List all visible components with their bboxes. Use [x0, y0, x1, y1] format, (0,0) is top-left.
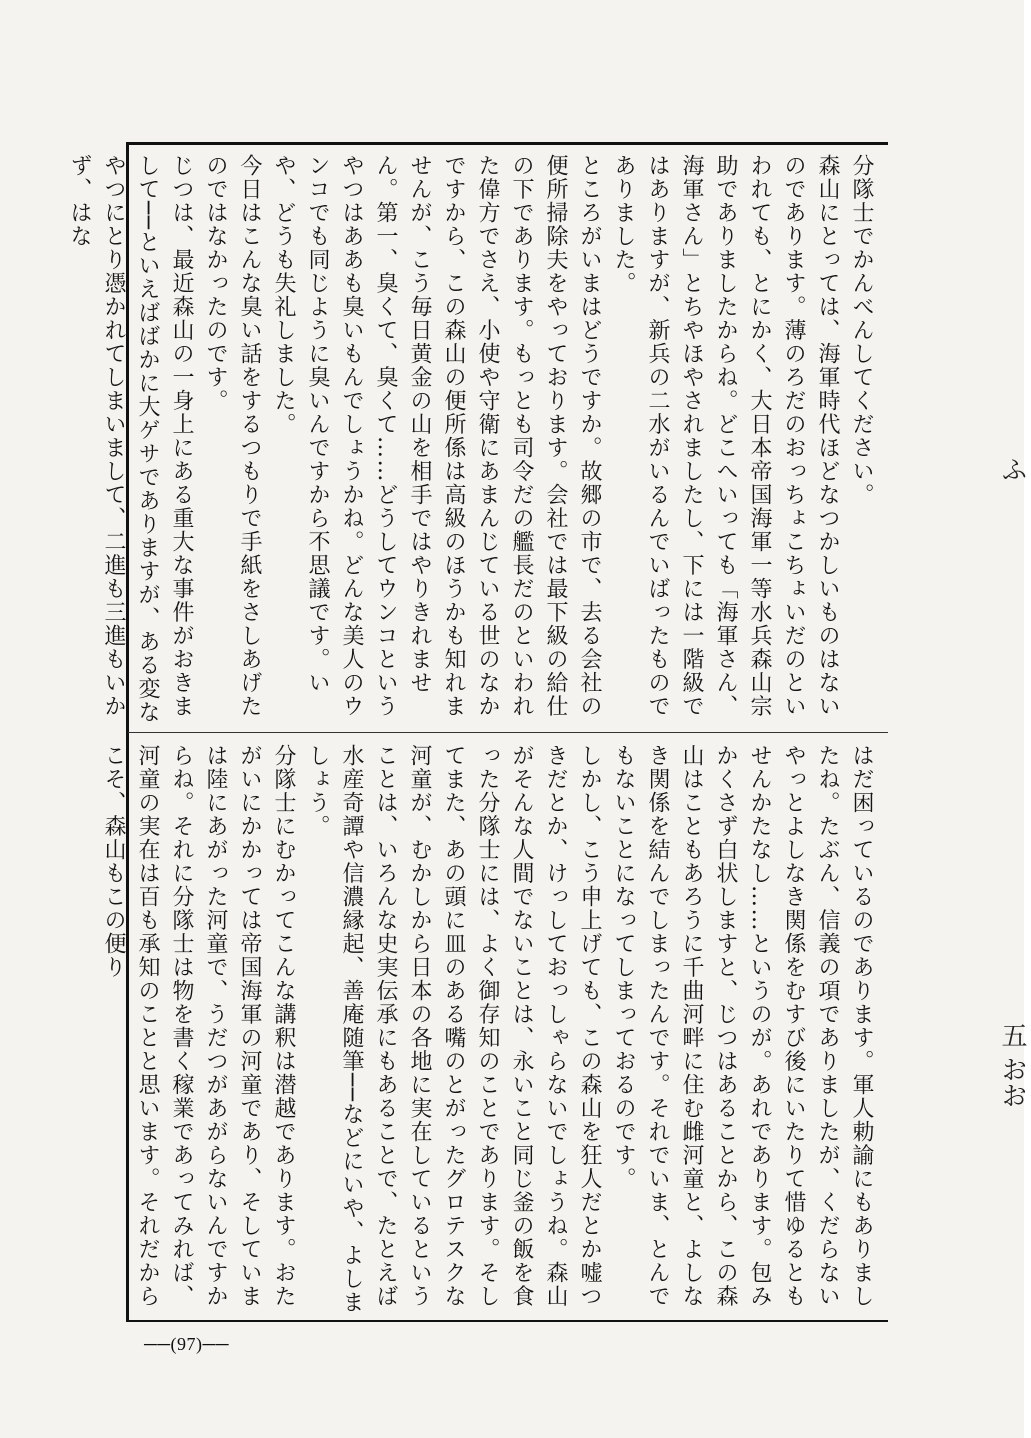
margin-note-upper: ふ: [997, 456, 1027, 482]
middle-divider-rule: [128, 732, 888, 733]
page-number: ──(97)──: [144, 1334, 229, 1354]
margin-note-lower: 五 おお: [997, 1022, 1027, 1109]
bottom-border-rule: [126, 1320, 888, 1322]
upper-text-block: 分隊士でかんべんしてください。 森山にとっては、海軍時代ほどなつかしいものはないのであります。薄のろだのおっちょこちょいだのといわれても、とにかく、大日本帝国海軍一等水兵森山宗助でありましたからね。どこへいっても「海軍さん、海軍さん」とちやほやされましたし、下には一階級ではありますが、新兵の二水がいるんでいばったものでありました。 ところがいまはどうですか。故郷の市で、去る会社の便所掃除夫をやっております。会社では最下級の給仕の下であります。もっとも司令だの艦長だのといわれた偉方でさえ、小使や守衛にあまんじている世のなかですから、この森山の便所係は高級のほうかも知れませんが、こう毎日黄金の山を相手ではやりきれません。第一、臭くて、臭くて……どうしてウンコというやつはああも臭いもんでしょうかね。どんな美人のウンコでも同じように臭いんですから不思議です。いや、どうも失礼しました。 今日はこんな臭い話をするつもりで手紙をさしあげたのではなかったのです。 じつは、最近森山の一身上にある重大な事件がおきまして──といえばばかに大ゲサでありますが、ある変なやつにとり憑かれてしまいまして、二進も三進もいかず、はな: [67, 154, 874, 724]
lower-text-block: はだ困っているのであります。軍人勅諭にもありましたね。たぶん、信義の項でありましたが、くだらないやっとよしなき関係をむすび後にいたりて惜ゆるともせんかたなし……というのが。あれであります。包みかくさず白状しますと、じつはあることから、この森山はこともあろうに千曲河畔に住む雌河童と、よしなき関係を結んでしまったんです。それでいま、とんでもないことになってしまっておるのです。 しかし、こう申上げても、この森山を狂人だとか嘘つきだとか、けっしておっしゃらないでしょうね。森山がそんな人間でないことは、永いこと同じ釜の飯を食った分隊士には、よく御存知のことであります。そしてまた、あの頭に皿のある嘴のとがったグロテスクな河童が、むかしから日本の各地に実在しているということは、いろんな史実伝承にもあることで、たとえば水産奇譚や信濃縁起、善庵随筆──などにいや、よしましょう。 分隊士にむかってこんな講釈は潜越であります。おたがいにかかっては帝国海軍の河童であり、そしていまは陸にあがった河童で、うだつがあがらないんですからね。それに分隊士は物を書く稼業であってみれば、河童の実在は百も承知のことと思います。それだからこそ、森山もこの便り: [101, 744, 874, 1314]
top-border-rule: [126, 142, 888, 145]
